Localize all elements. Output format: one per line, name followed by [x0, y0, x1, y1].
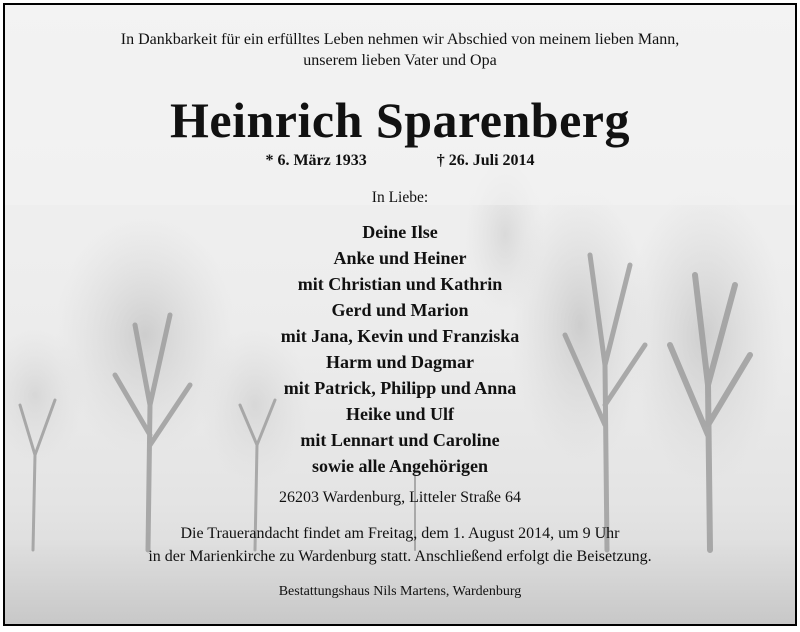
family-line: Heike und Ulf: [345, 404, 455, 424]
intro-line-1: In Dankbarkeit für ein erfülltes Leben nehmen wir Abschied von meinem lieben Mann,: [120, 31, 680, 48]
family-line: mit Jana, Kevin und Franziska: [280, 326, 520, 346]
service-line-1: Die Trauerandacht findet am Freitag, dem 1. August 2014, um 9 Uhr: [180, 525, 620, 542]
address: 26203 Wardenburg, Litteler Straße 64: [278, 489, 522, 506]
service-line-2: in der Marienkirche zu Wardenburg statt. Anschließend erfolgt die Beisetzung.: [148, 548, 652, 565]
family-line: Deine Ilse: [362, 222, 438, 242]
in-liebe-label: In Liebe:: [371, 189, 429, 206]
family-line: Anke und Heiner: [333, 248, 467, 268]
family-line: sowie alle Angehörigen: [312, 456, 488, 476]
notice-text: [5, 5, 795, 624]
obituary-notice: [3, 3, 797, 626]
family-line: mit Lennart und Caroline: [300, 430, 500, 450]
birth-date: * 6. März 1933: [265, 152, 367, 169]
family-line: Harm und Dagmar: [326, 352, 474, 372]
intro-line-2: unserem lieben Vater und Opa: [303, 52, 497, 69]
family-line: mit Christian und Kathrin: [297, 274, 503, 294]
death-date: † 26. Juli 2014: [436, 152, 535, 169]
deceased-name: Heinrich Sparenberg: [170, 92, 630, 148]
family-line: Gerd und Marion: [331, 300, 469, 320]
family-line: mit Patrick, Philipp und Anna: [283, 378, 517, 398]
undertaker: Bestattungshaus Nils Martens, Wardenburg: [278, 584, 522, 599]
life-dates: [5, 152, 795, 170]
